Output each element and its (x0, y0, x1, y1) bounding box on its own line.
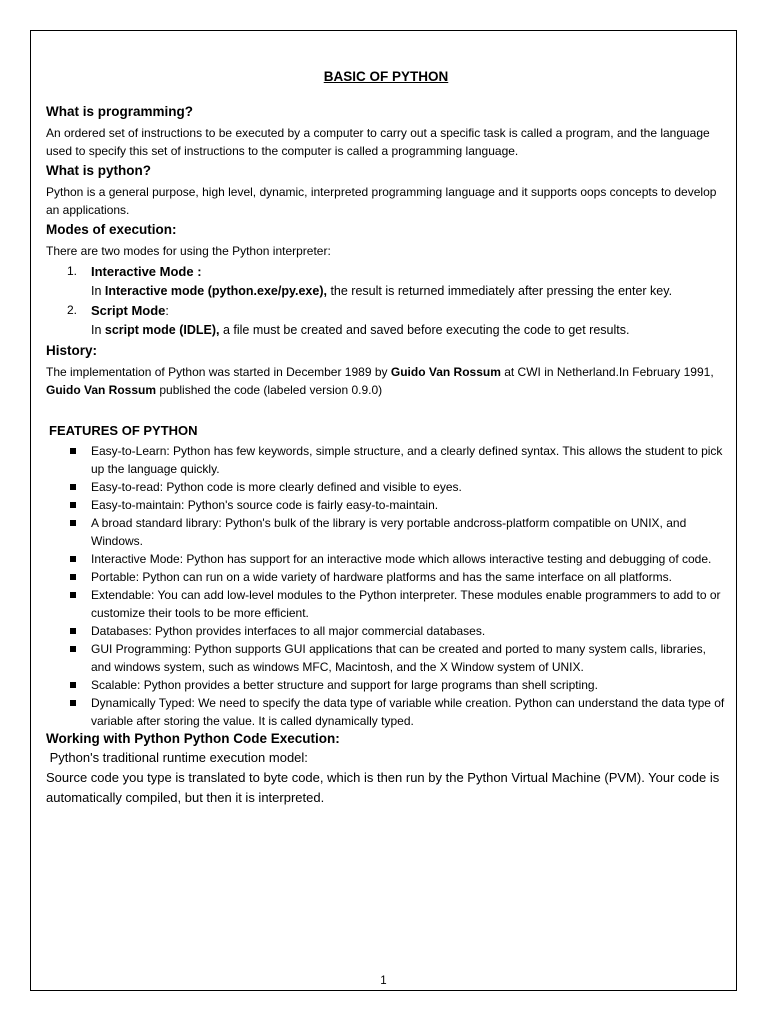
document-page (30, 30, 737, 991)
bullet-square-icon (70, 556, 76, 562)
feature-text: Interactive Mode: Python has support for an interactive mode which allows interactive testing and debugging of code. (91, 552, 712, 566)
bullet-square-icon (70, 574, 76, 580)
modes-list (46, 262, 726, 340)
feature-text: Extendable: You can add low-level modules to the Python interpreter. These modules enable programmers to add to or customize their tools to be more efficient. (91, 588, 721, 620)
bullet-square-icon (70, 502, 76, 508)
features-heading: FEATURES OF PYTHON (49, 423, 198, 438)
programming-text: An ordered set of instructions to be executed by a computer to carry out a specific task is called a program, and the language used to specify this set of instructions to the computer is called a programming language. (46, 126, 710, 158)
modes-intro: There are two modes for using the Python interpreter: (46, 244, 331, 258)
mode-title-suffix: : (165, 304, 169, 318)
feature-item (46, 640, 726, 676)
feature-item (46, 496, 726, 514)
bullet-square-icon (70, 646, 76, 652)
mode-description: In script mode (IDLE), a file must be created and saved before executing the code to get results. (91, 323, 630, 337)
execution-heading: Working with Python Python Code Execution: (46, 731, 340, 746)
feature-text: A broad standard library: Python's bulk of the library is very portable andcross-platform compatible on UNIX, and Windows. (91, 516, 687, 548)
document-title: BASIC OF PYTHON (323, 69, 449, 84)
feature-item (46, 622, 726, 640)
execution-text: Source code you type is translated to byte code, which is then run by the Python Virtual Machine (PVM). Your code is automatically compiled, but then it is interpreted. (46, 770, 720, 805)
features-list (46, 442, 726, 730)
mode-bold-term: script mode (IDLE), (104, 323, 220, 337)
bullet-square-icon (70, 484, 76, 490)
modes-heading: Modes of execution: (46, 222, 177, 237)
mode-item-script (46, 301, 726, 340)
page-number: 1 (380, 975, 387, 987)
feature-item (46, 478, 726, 496)
mode-title: Script Mode (91, 303, 166, 318)
python-text: Python is a general purpose, high level, dynamic, interpreted programming language and it supports oops concepts to develop an applications. (46, 185, 717, 217)
author-name: Guido Van Rossum (390, 365, 501, 379)
page-content (46, 69, 726, 808)
mode-item-interactive (46, 262, 726, 301)
feature-text: Dynamically Typed: We need to specify the data type of variable while creation. Python can understand the data type of variable after storing the value. It is called dynamically typed. (91, 696, 725, 728)
mode-bold-term: Interactive mode (python.exe/py.exe), (104, 284, 327, 298)
feature-text: Easy-to-maintain: Python's source code is fairly easy-to-maintain. (91, 498, 439, 512)
execution-subline: Python's traditional runtime execution model: (46, 750, 308, 765)
programming-heading: What is programming? (46, 104, 194, 119)
feature-item (46, 568, 726, 586)
bullet-square-icon (70, 682, 76, 688)
mode-description: In Interactive mode (python.exe/py.exe), the result is returned immediately after pressing the enter key. (91, 284, 673, 298)
bullet-square-icon (70, 592, 76, 598)
mode-number: 2. (67, 303, 78, 317)
history-heading: History: (46, 343, 98, 358)
feature-text: Portable: Python can run on a wide variety of hardware platforms and has the same interface on all platforms. (91, 570, 672, 584)
feature-item (46, 514, 726, 550)
feature-text: Easy-to-Learn: Python has few keywords, simple structure, and a clearly defined syntax. This allows the student to pick up the language quickly. (91, 444, 723, 476)
feature-item (46, 694, 726, 730)
feature-item (46, 586, 726, 622)
feature-text: Easy-to-read: Python code is more clearly defined and visible to eyes. (91, 480, 462, 494)
bullet-square-icon (70, 628, 76, 634)
bullet-square-icon (70, 448, 76, 454)
mode-title: Interactive Mode : (91, 264, 202, 279)
feature-text: GUI Programming: Python supports GUI applications that can be created and ported to many system calls, libraries, and windows system, such as windows MFC, Macintosh, and the X Window system of UNIX. (91, 642, 706, 674)
bullet-square-icon (70, 520, 76, 526)
feature-text: Databases: Python provides interfaces to all major commercial databases. (91, 624, 486, 638)
feature-item (46, 676, 726, 694)
feature-item (46, 442, 726, 478)
feature-text: Scalable: Python provides a better structure and support for large programs than shell scripting. (91, 678, 598, 692)
python-heading: What is python? (46, 163, 151, 178)
bullet-square-icon (70, 700, 76, 706)
mode-number: 1. (67, 264, 78, 278)
history-text: The implementation of Python was started in December 1989 by Guido Van Rossum at CWI in Netherland.In February 1991, Guido Van Rossum published the code (labeled version 0.9.0) (46, 365, 714, 397)
feature-item (46, 550, 726, 568)
author-name: Guido Van Rossum (46, 383, 157, 397)
